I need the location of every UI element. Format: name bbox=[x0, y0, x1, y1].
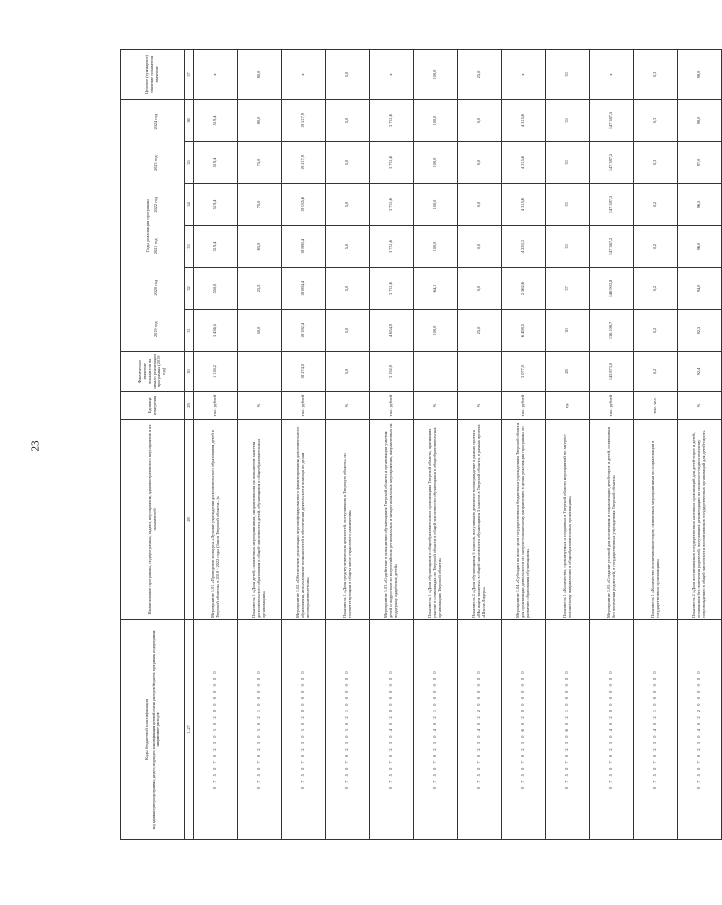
row-year-5: 33 bbox=[546, 142, 590, 184]
row-year-4: 70,0 bbox=[238, 184, 282, 226]
table-row bbox=[546, 50, 590, 840]
row-year-4: 519,4 bbox=[194, 184, 238, 226]
row-unit: ед. bbox=[546, 392, 590, 420]
colnum-y5: 35 bbox=[185, 142, 194, 184]
table-row bbox=[414, 50, 458, 840]
colnum-base: 30 bbox=[185, 352, 194, 392]
row-year-4: 5,0 bbox=[326, 184, 370, 226]
table-row bbox=[282, 50, 326, 840]
row-year-3: 65,0 bbox=[238, 226, 282, 268]
row-year-6: 100,0 bbox=[414, 100, 458, 142]
row-year-5: 4 315,6 bbox=[502, 142, 546, 184]
colnum-codes: 1–27 bbox=[185, 620, 194, 840]
rotated-table-container bbox=[120, 50, 706, 840]
row-year-3: 147 367,2 bbox=[590, 226, 634, 268]
row-year-4: 4 315,6 bbox=[502, 184, 546, 226]
row-year-1: 5,0 bbox=[326, 310, 370, 352]
row-year-2: 146 903,8 bbox=[590, 268, 634, 310]
header-target-label: Целевое (суммарное) значение показателя bbox=[144, 55, 155, 94]
table-row bbox=[458, 50, 502, 840]
row-codes: 0 7 5 0 7 0 2 3 0 6 0 2 0 0 0 0 0 0 0 bbox=[502, 620, 546, 840]
row-year-5: 3 731,6 bbox=[370, 142, 414, 184]
row-year-3: 33 bbox=[546, 226, 590, 268]
row-base-value: 1 116,2 bbox=[194, 352, 238, 392]
row-name: Показатель 1 «Доля детей, охваченных мероприятиями, направленными на повышение качества дополнительного образования в общей численности детей, обучающихся в общеобразовательных организациях» bbox=[238, 420, 282, 620]
row-codes: 0 7 5 0 7 0 2 3 0 4 0 2 1 0 0 0 0 0 0 bbox=[634, 620, 678, 840]
row-year-4: 33 bbox=[546, 184, 590, 226]
colnum-name: 28 bbox=[185, 420, 194, 620]
row-base-value: 3 192,9 bbox=[370, 352, 414, 392]
row-year-6: 519,4 bbox=[194, 100, 238, 142]
colnum-y4: 34 bbox=[185, 184, 194, 226]
row-base-value: 0,2 bbox=[634, 352, 678, 392]
row-year-1: 25,0 bbox=[458, 310, 502, 352]
header-base-value: Фактическое значение показателя на начало реализации программы (2019 год) bbox=[121, 352, 185, 392]
header-target-value bbox=[121, 50, 185, 100]
row-year-1: 3 436,5 bbox=[194, 310, 238, 352]
row-base-value: 3 077,0 bbox=[502, 352, 546, 392]
header-section: раздел bbox=[151, 768, 156, 779]
row-target-value: 5,0 bbox=[326, 50, 370, 100]
row-codes: 0 7 5 0 7 0 2 3 0 4 0 2 2 0 0 0 0 0 0 bbox=[678, 620, 722, 840]
row-year-3: 519,4 bbox=[194, 226, 238, 268]
row-target-value: 25,0 bbox=[458, 50, 502, 100]
header-year-3: 2021 год bbox=[153, 238, 158, 255]
row-name: Мероприятие 1.05 «Создание условий для воспитания и социализации детей-сирот и детей, оставшихся без попечения родителей, в государственных учреждениях Тверской области» bbox=[590, 420, 634, 620]
row-base-value: 28 bbox=[546, 352, 590, 392]
row-codes: 0 7 5 0 7 0 2 3 0 3 0 2 0 0 0 0 0 0 0 bbox=[282, 620, 326, 840]
row-target-value: 33 bbox=[546, 50, 590, 100]
row-year-1: 4 654,9 bbox=[370, 310, 414, 352]
colnum-y3: 33 bbox=[185, 226, 194, 268]
row-year-5: 5,0 bbox=[326, 142, 370, 184]
row-target-value: 0,3 bbox=[634, 50, 678, 100]
header-year-6: 2024 год bbox=[153, 113, 158, 130]
row-year-4: 147 387,5 bbox=[590, 184, 634, 226]
table-row bbox=[678, 50, 722, 840]
row-year-6: 98,0 bbox=[678, 100, 722, 142]
row-base-value bbox=[238, 352, 282, 392]
row-base-value: 5,0 bbox=[326, 352, 370, 392]
row-target-value: x bbox=[590, 50, 634, 100]
row-name: Мероприятие 1.03 «Содействие в повышении обучающимся Тверской области и организации участия детей и подростков во всероссийских региональных и межрегиональных мероприятиях, направленных на поддержку одарённых детей» bbox=[370, 420, 414, 620]
row-base-value bbox=[414, 352, 458, 392]
row-name: Показатель 1 «Количество воспитанников-сирот, охваченных мероприятиями по социализации в государственных организациях» bbox=[634, 420, 678, 620]
row-codes: 0 7 5 0 7 0 2 3 0 4 0 2 2 0 0 0 0 0 0 bbox=[458, 620, 502, 840]
row-year-4: 96,5 bbox=[678, 184, 722, 226]
row-year-6: 3 731,6 bbox=[370, 100, 414, 142]
row-year-1: 136 108,7 bbox=[590, 310, 634, 352]
row-year-1: 18 392,4 bbox=[282, 310, 326, 352]
row-year-1: 0,2 bbox=[634, 310, 678, 352]
row-name: Мероприятие 1.02 «Обеспечение реализации персонифицированного финансирования дополнительного образования, использование возможностей в обеспечении деятельности помощи по делам несовершеннолетних» bbox=[282, 420, 326, 620]
header-year-5: 2023 год bbox=[153, 155, 158, 172]
row-unit: % bbox=[458, 392, 502, 420]
row-codes: 0 7 5 0 7 0 2 3 0 3 0 2 1 0 0 0 0 0 0 bbox=[238, 620, 282, 840]
header-name: Наименование программы, подпрограммы, задачи, мероприятия, административного мероприятия и их показателей bbox=[121, 420, 185, 620]
row-year-4: 19 035,6 bbox=[282, 184, 326, 226]
row-target-value: 100,0 bbox=[414, 50, 458, 100]
header-unit: Единица измерения bbox=[121, 392, 185, 420]
row-year-2: 2 562,6 bbox=[502, 268, 546, 310]
row-year-3: 0,2 bbox=[634, 226, 678, 268]
row-year-6: 0,0 bbox=[458, 100, 502, 142]
row-name: Показатель 2 «Доля обучающихся 5 классов, получивших денежное вознаграждение в рамках проекта «Мы ищем таланты» в общей численности обучающихся 5 классов в Тверской области, в рамках проекта «Школа Лидер»» bbox=[458, 420, 502, 620]
header-year-list bbox=[154, 101, 159, 350]
header-codes-group: Коды бюджетной классификации bbox=[143, 699, 149, 760]
program-indicators-table bbox=[120, 49, 722, 840]
row-codes: 0 7 5 0 7 0 2 3 0 3 0 2 0 0 0 0 0 0 0 bbox=[194, 620, 238, 840]
row-codes: 0 7 5 0 7 0 2 3 0 6 0 2 1 0 0 0 0 0 0 bbox=[546, 620, 590, 840]
row-year-2: 37 bbox=[546, 268, 590, 310]
row-year-5: 100,0 bbox=[414, 142, 458, 184]
row-year-1: 92,5 bbox=[678, 310, 722, 352]
row-year-6: 33 bbox=[546, 100, 590, 142]
header-subsection: подраздел bbox=[151, 750, 156, 767]
row-year-6: 19 217,9 bbox=[282, 100, 326, 142]
row-unit: тыс. чел. bbox=[634, 392, 678, 420]
row-unit: % bbox=[238, 392, 282, 420]
row-name: Показатель 2 «Доля воспитанников государственных казенных организаций для детей-сирот и детей, оставшихся без попечения родителей, получивших рекомендации по психолого-педагогическому сопровождению в общей численности воспитанников государственных организаций для детей-сирот» bbox=[678, 420, 722, 620]
rotated-page-area bbox=[120, 50, 706, 840]
header-years bbox=[121, 100, 185, 352]
row-target-value: x bbox=[370, 50, 414, 100]
row-year-6: 4 315,6 bbox=[502, 100, 546, 142]
colnum-y1: 31 bbox=[185, 310, 194, 352]
row-year-2: 18 694,4 bbox=[282, 268, 326, 310]
row-year-6: 5,0 bbox=[326, 100, 370, 142]
row-year-6: 147 387,5 bbox=[590, 100, 634, 142]
row-name: Мероприятие 1.01 «Проведение конкурса «Лучшие учреждения дополнительного образования детей в Тверской области» в 2018 - 2022 годы (Закон Тверской области...)» bbox=[194, 420, 238, 620]
header-subprogram: подпрограмма bbox=[151, 630, 156, 653]
row-year-1: 50,0 bbox=[238, 310, 282, 352]
row-unit: % bbox=[414, 392, 458, 420]
header-codes bbox=[121, 620, 185, 840]
row-unit: % bbox=[678, 392, 722, 420]
row-year-3: 4 250,3 bbox=[502, 226, 546, 268]
header-admin-code: код администратора программы bbox=[151, 780, 156, 830]
table-row bbox=[634, 50, 678, 840]
colnum-unit: 29 bbox=[185, 392, 194, 420]
table-row bbox=[502, 50, 546, 840]
row-base-value: 145 873,0 bbox=[590, 352, 634, 392]
row-unit: % bbox=[326, 392, 370, 420]
row-target-value: x bbox=[282, 50, 326, 100]
row-year-4: 100,0 bbox=[414, 184, 458, 226]
row-name: Показатель 1 «Доля среднеученических ценностей, поступивших в Тверскую область» по соответствующим в общем числе отраслевого назначения» bbox=[326, 420, 370, 620]
row-year-3: 3 731,6 bbox=[370, 226, 414, 268]
row-codes: 0 7 5 0 7 0 2 3 0 4 0 2 0 0 0 0 0 0 0 bbox=[590, 620, 634, 840]
row-codes: 0 7 5 0 7 0 2 3 0 4 0 2 0 0 0 0 0 0 0 bbox=[370, 620, 414, 840]
header-target-group: классификация целевой статьи расходов бюджета bbox=[151, 673, 156, 750]
row-year-5: 97,0 bbox=[678, 142, 722, 184]
row-year-5: 519,4 bbox=[194, 142, 238, 184]
row-year-4: 0,0 bbox=[458, 184, 502, 226]
row-year-5: 0,3 bbox=[634, 142, 678, 184]
row-year-3: 5,0 bbox=[326, 226, 370, 268]
row-target-value: 80,0 bbox=[238, 50, 282, 100]
header-row bbox=[121, 50, 185, 840]
row-year-2: 25,5 bbox=[238, 268, 282, 310]
row-name: Мероприятие 1.04 «Субсидии на иные цели государственным бюджетным учреждениям Тверской области для организации деятельности по лагерно-юношескому направлению в целях реализации программы по развитию образования обучающихся» bbox=[502, 420, 546, 620]
row-year-5: 75,0 bbox=[238, 142, 282, 184]
colnum-target: 37 bbox=[185, 50, 194, 100]
row-base-value bbox=[458, 352, 502, 392]
row-year-4: 3 731,6 bbox=[370, 184, 414, 226]
row-unit: тыс. рублей bbox=[194, 392, 238, 420]
row-year-6: 0,3 bbox=[634, 100, 678, 142]
table-row bbox=[238, 50, 282, 840]
row-name: Показатель 1 «Количество, организуемых и созданных в Тверской области мероприятий по лагерно-юношескому направлению в общеобразовательных организациях» bbox=[546, 420, 590, 620]
row-target-value: 98,0 bbox=[678, 50, 722, 100]
page-number: 23 bbox=[29, 440, 42, 452]
header-years-group: Годы реализации программы bbox=[145, 198, 151, 253]
row-year-2: 5,0 bbox=[326, 268, 370, 310]
row-year-3: 96,0 bbox=[678, 226, 722, 268]
row-year-4: 0,2 bbox=[634, 184, 678, 226]
row-year-5: 19 217,9 bbox=[282, 142, 326, 184]
row-codes: 0 7 5 0 7 0 2 3 0 3 0 2 1 0 0 0 0 0 0 bbox=[326, 620, 370, 840]
row-year-6: 80,0 bbox=[238, 100, 282, 142]
header-direction: направление расходов bbox=[155, 712, 160, 747]
row-year-3: 0,0 bbox=[458, 226, 502, 268]
row-year-2: 64,1 bbox=[414, 268, 458, 310]
row-unit: тыс. рублей bbox=[590, 392, 634, 420]
header-code-parts: код администратора программы; раздел; подраздел; классификация целевой статьи расходов бюджета: программа, подпрограмма, направление расходов bbox=[151, 629, 160, 830]
row-target-value: x bbox=[194, 50, 238, 100]
header-target-sub: значение bbox=[153, 66, 159, 83]
row-year-3: 18 880,4 bbox=[282, 226, 326, 268]
column-number-row bbox=[185, 50, 194, 840]
header-program: программа bbox=[151, 654, 156, 672]
row-year-5: 147 387,5 bbox=[590, 142, 634, 184]
row-base-value: 18 274,0 bbox=[282, 352, 326, 392]
row-unit: тыс. рублей bbox=[502, 392, 546, 420]
colnum-y6: 36 bbox=[185, 100, 194, 142]
row-year-3: 100,0 bbox=[414, 226, 458, 268]
table-row bbox=[194, 50, 238, 840]
row-unit: тыс. рублей bbox=[282, 392, 326, 420]
table-row bbox=[590, 50, 634, 840]
row-target-value: x bbox=[502, 50, 546, 100]
table-row bbox=[370, 50, 414, 840]
row-year-2: 0,2 bbox=[634, 268, 678, 310]
row-year-2: 0,0 bbox=[458, 268, 502, 310]
table-body bbox=[194, 50, 722, 840]
row-codes: 0 7 5 0 7 0 2 3 0 4 0 2 1 0 0 0 0 0 0 bbox=[414, 620, 458, 840]
header-year-1: 2019 год bbox=[153, 321, 158, 338]
header-year-2: 2020 год bbox=[153, 279, 158, 296]
header-year-4: 2022 год bbox=[153, 196, 158, 213]
row-year-5: 0,0 bbox=[458, 142, 502, 184]
row-unit: тыс. рублей bbox=[370, 392, 414, 420]
row-year-2: 550,0 bbox=[194, 268, 238, 310]
table-row bbox=[326, 50, 370, 840]
row-year-1: 100,0 bbox=[414, 310, 458, 352]
row-year-1: 6 498,5 bbox=[502, 310, 546, 352]
row-base-value: 92,4 bbox=[678, 352, 722, 392]
colnum-y2: 32 bbox=[185, 268, 194, 310]
row-year-2: 94,0 bbox=[678, 268, 722, 310]
row-year-1: 30 bbox=[546, 310, 590, 352]
row-name: Показатель 1 «Доля обучающихся в общеобразовательных организациях Тверской области, принявших участие в олимпиадах по Тверской области в общей численности обучающихся в общеобразовательных организациях Тверской области» bbox=[414, 420, 458, 620]
row-year-2: 3 731,6 bbox=[370, 268, 414, 310]
